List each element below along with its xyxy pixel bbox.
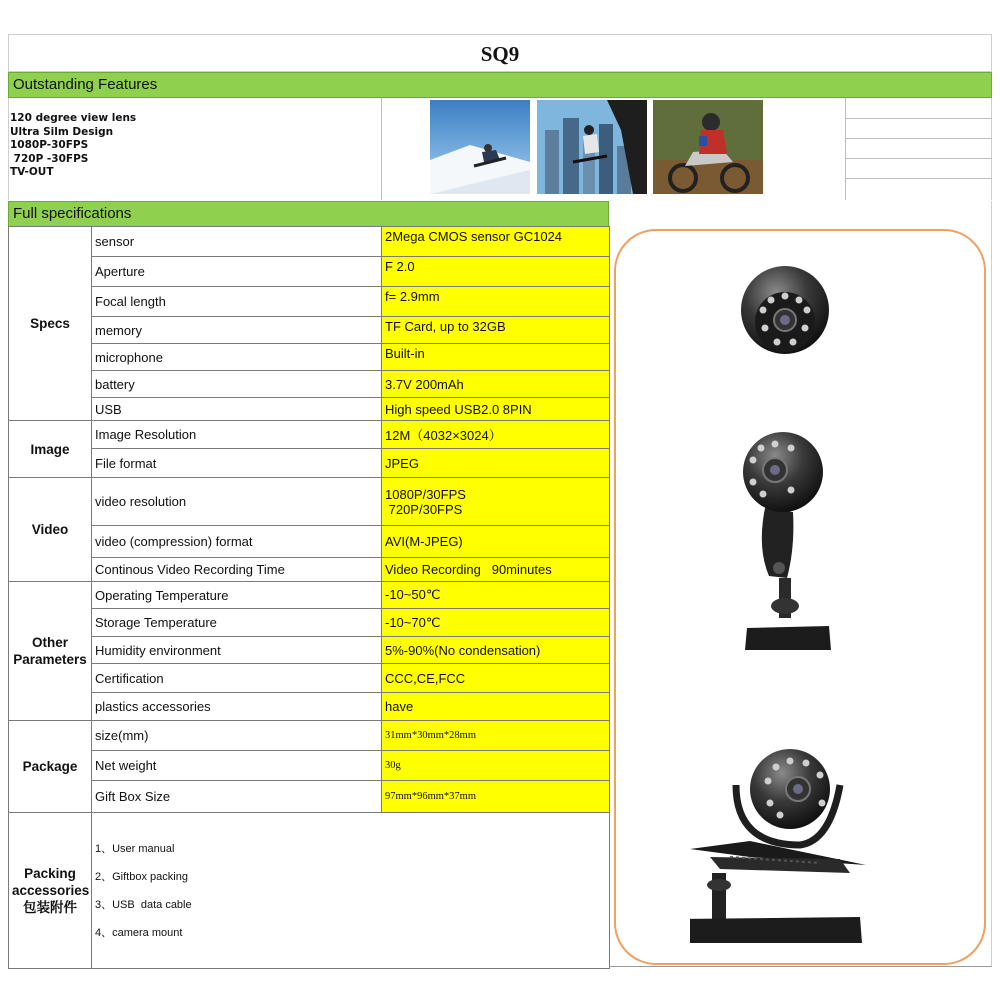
spec-label: sensor xyxy=(92,227,382,257)
spec-label: microphone xyxy=(92,344,382,371)
skateboard-photo xyxy=(537,100,647,194)
table-row xyxy=(9,449,610,478)
spec-label: Operating Temperature xyxy=(92,582,382,609)
spec-value-line: 1080P/30FPS xyxy=(385,486,466,502)
spec-label: Image Resolution xyxy=(92,421,382,449)
table-row xyxy=(9,478,610,526)
category-other-parameters xyxy=(9,582,92,721)
snowboard-photo xyxy=(430,100,530,194)
spec-value: have xyxy=(382,693,610,721)
spec-value: -10~50℃ xyxy=(382,582,610,609)
spec-label: battery xyxy=(92,371,382,398)
spec-value: 5%-90%(No condensation) xyxy=(382,637,610,664)
divider xyxy=(845,178,992,179)
spec-table xyxy=(8,226,610,969)
table-row xyxy=(9,693,610,721)
table-row xyxy=(9,398,610,421)
table-row xyxy=(9,637,610,664)
list-item: 1、User manual xyxy=(95,842,175,855)
spec-label: Aperture xyxy=(92,257,382,287)
spec-value: 12M（4032×3024） xyxy=(382,421,610,449)
spec-value: AVI(M-JPEG) xyxy=(382,526,610,558)
spec-label: File format xyxy=(92,449,382,478)
spec-value: 30g xyxy=(382,751,610,781)
table-row xyxy=(9,344,610,371)
category-image: Image xyxy=(9,421,92,478)
table-row xyxy=(9,421,610,449)
spec-value: 31mm*30mm*28mm xyxy=(382,721,610,751)
spec-label: Storage Temperature xyxy=(92,609,382,637)
category-packing-accessories xyxy=(9,813,92,969)
spec-value: 3.7V 200mAh xyxy=(382,371,610,398)
category-line: Packing xyxy=(24,866,76,881)
list-item: 3、USB data cable xyxy=(95,898,192,911)
spec-label: Gift Box Size xyxy=(92,781,382,813)
spec-label: Continous Video Recording Time xyxy=(92,558,382,582)
category-line: accessories xyxy=(12,883,90,898)
feature-item: 720P -30FPS xyxy=(10,152,89,165)
table-row xyxy=(9,526,610,558)
spec-value xyxy=(382,478,610,526)
spec-label: Humidity environment xyxy=(92,637,382,664)
feature-list xyxy=(10,112,136,180)
table-row xyxy=(9,813,610,969)
table-row xyxy=(9,317,610,344)
feature-item: 1080P-30FPS xyxy=(10,139,89,151)
spec-label: Certification xyxy=(92,664,382,693)
spec-label: video resolution xyxy=(92,478,382,526)
category-specs: Specs xyxy=(9,227,92,421)
spec-value: F 2.0 xyxy=(382,257,610,287)
table-row xyxy=(9,582,610,609)
spec-value: High speed USB2.0 8PIN xyxy=(382,398,610,421)
spec-label: memory xyxy=(92,317,382,344)
motocross-photo xyxy=(653,100,763,194)
camera-stand-image xyxy=(735,428,835,654)
table-row xyxy=(9,664,610,693)
table-row xyxy=(9,257,610,287)
spec-value: Built-in xyxy=(382,344,610,371)
table-row xyxy=(9,609,610,637)
spec-label: Focal length xyxy=(92,287,382,317)
category-video: Video xyxy=(9,478,92,582)
packing-list xyxy=(92,813,610,969)
list-item: 4、camera mount xyxy=(95,926,183,939)
table-row xyxy=(9,287,610,317)
features-heading: Outstanding Features xyxy=(8,72,992,98)
table-row xyxy=(9,371,610,398)
table-row xyxy=(9,751,610,781)
spec-label: Net weight xyxy=(92,751,382,781)
specs-heading: Full specifications xyxy=(8,201,609,227)
category-package: Package xyxy=(9,721,92,813)
feature-item: TV-OUT xyxy=(10,166,54,178)
table-row xyxy=(9,781,610,813)
table-row xyxy=(9,558,610,582)
divider xyxy=(845,138,992,139)
spec-label: size(mm) xyxy=(92,721,382,751)
feature-item: 120 degree view lens xyxy=(10,112,137,124)
camera-front-image xyxy=(735,262,835,358)
divider xyxy=(381,98,382,200)
camera-clip-image xyxy=(690,745,870,945)
spec-label: USB xyxy=(92,398,382,421)
page-title: SQ9 xyxy=(8,34,992,72)
category-line: 包装附件 xyxy=(23,900,77,915)
spec-value: JPEG xyxy=(382,449,610,478)
feature-item: Ultra Silm Design xyxy=(10,125,114,138)
divider xyxy=(845,158,992,159)
spec-label: video (compression) format xyxy=(92,526,382,558)
spec-value-line: 720P/30FPS xyxy=(385,501,463,517)
spec-label: plastics accessories xyxy=(92,693,382,721)
divider xyxy=(845,118,992,119)
table-row xyxy=(9,227,610,257)
divider xyxy=(845,98,846,200)
spec-value: 2Mega CMOS sensor GC1024 xyxy=(382,227,610,257)
spec-value: Video Recording 90minutes xyxy=(382,558,610,582)
category-line: Parameters xyxy=(13,652,87,667)
spec-value: TF Card, up to 32GB xyxy=(382,317,610,344)
spec-value: -10~70℃ xyxy=(382,609,610,637)
spec-value: CCC,CE,FCC xyxy=(382,664,610,693)
table-row xyxy=(9,721,610,751)
list-item: 2、Giftbox packing xyxy=(95,870,188,883)
category-line: Other xyxy=(31,635,68,650)
spec-value: f= 2.9mm xyxy=(382,287,610,317)
spec-value: 97mm*96mm*37mm xyxy=(382,781,610,813)
